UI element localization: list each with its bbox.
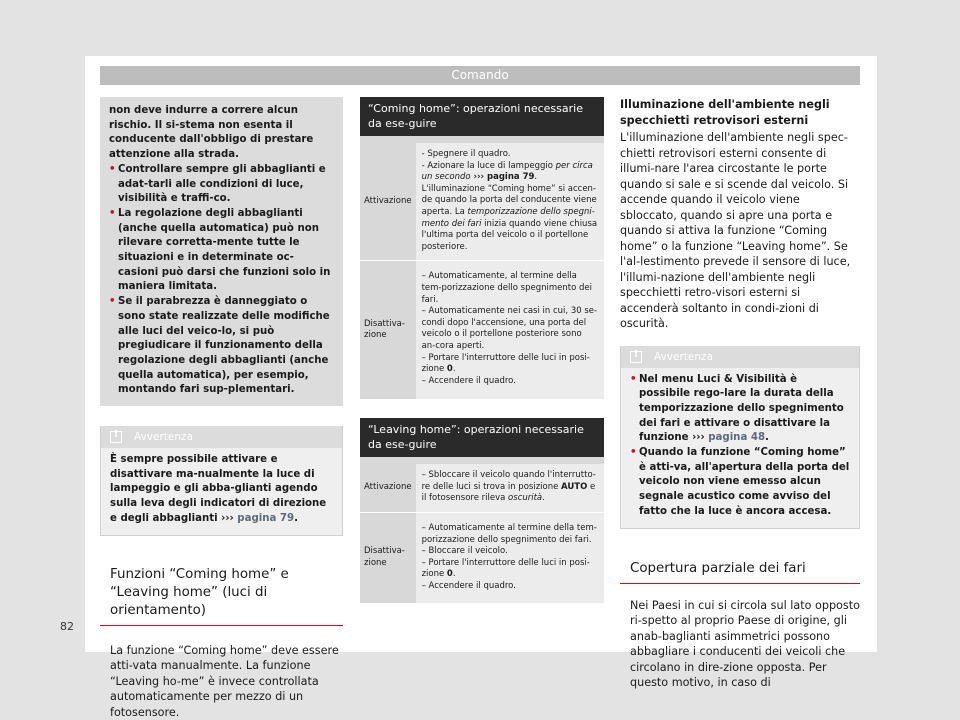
cell-text: – Automaticamente nei casi in cui, 30 se-condi dopo l'accensione, una porta del veicolo o il portellone posteriore sono an-cora aperti.	[421, 306, 598, 351]
note-end: .	[765, 432, 769, 444]
cell-text: – Sbloccare il veicolo quando l'interrutto-re delle luci si trova in posizione	[421, 470, 596, 492]
note-header	[621, 346, 859, 368]
bullet-icon: •	[630, 373, 637, 385]
cell-text: – Bloccare il veicolo.	[421, 546, 508, 557]
row-value	[416, 513, 604, 603]
right-column	[620, 97, 860, 691]
cell-text: .	[452, 364, 456, 375]
note-end: .	[294, 512, 298, 524]
page-header	[100, 66, 860, 85]
cell-text: per circa un secondo	[421, 160, 593, 183]
row-value	[416, 143, 604, 261]
cell-text: .	[542, 493, 545, 504]
bullet-icon: •	[630, 447, 637, 459]
leaving-home-table	[360, 418, 604, 602]
warning-box	[100, 97, 343, 406]
bullet-icon: •	[109, 207, 116, 219]
warning-bullet	[109, 295, 334, 398]
reference-arrows: ›››	[692, 432, 705, 444]
warning-bullet-text: Controllare sempre gli abbaglianti e adat-tarli alle condizioni di luce, visibilità e traffi-co.	[118, 163, 326, 205]
page-reference-link[interactable]: pagina 48	[708, 432, 766, 444]
table-row	[360, 261, 604, 399]
middle-column	[360, 97, 604, 603]
note-bullet-text: Nel menu Luci & Visibilità è possibile rego-lare la durata della temporizzazione dello spegnimento dei fari e attivare o disattivare la funzione	[639, 373, 844, 444]
cell-text: 0	[446, 364, 453, 375]
note-text: È sempre possibile attivare e disattivare ma-nualmente la luce di lampeggio e gli abba-glianti agendo sulla leva degli indicatori di direzione e degli abbaglianti	[110, 454, 327, 524]
note-box	[620, 346, 860, 529]
coming-home-table	[360, 97, 604, 399]
section-title: Copertura parziale dei fari	[620, 560, 860, 584]
cell-text: inizia quando viene chiusa l'ultima porta del veicolo o il portellone posteriore.	[421, 218, 598, 252]
note-header	[101, 426, 342, 448]
cell-text: .	[452, 569, 456, 580]
cell-text: – Portare l'interruttore delle luci in posi-zione	[421, 557, 590, 580]
note-title: Avvertenza	[134, 431, 193, 444]
cell-text: – Accendere il quadro.	[421, 375, 516, 386]
note-box	[100, 426, 343, 536]
cell-text: L'illuminazione “Coming home” si accen-de quando la porta del conducente viene aperta. La	[421, 183, 597, 217]
cell-text: 0	[446, 569, 453, 580]
cell-text: – Automaticamente, al termine della tem-porizzazione dello spegnimento dei fari.	[421, 271, 592, 305]
table-row	[360, 143, 604, 261]
row-value	[416, 261, 604, 399]
cell-text: .	[534, 172, 538, 183]
info-icon	[110, 431, 122, 443]
subsection-text: L'illuminazione dell'ambiente negli spec-chietti retrovisori esterni consente di illumi-nare l'area circostante le porte quando si sale e si scende dal veicolo. Si accende quando il veicolo viene sbloccato, quando si apre una porta e quando si attiva la funzione “Coming home” o la funzione “Leaving home”. Se l'al-lestimento prevede il sensore di luce, l'illumi-nazione dell'ambiente negli specchietti retro-visori esterni si accenderà soltanto in condi-zioni di oscurità.	[620, 131, 851, 330]
cell-text: – Accendere il quadro.	[421, 581, 516, 592]
table-title: “Coming home”: operazioni necessarie da ese-guire	[360, 97, 604, 136]
row-label: Attivazione	[360, 143, 416, 261]
row-label: Disattiva-zione	[360, 513, 416, 603]
page-reference[interactable]: ››› pagina 79	[470, 172, 535, 183]
section-title: Funzioni “Coming home” e “Leaving home” (luci di orientamento)	[100, 566, 343, 626]
cell-text: oscurità	[508, 493, 543, 504]
header-title: Comando	[451, 68, 509, 82]
note-bullet	[630, 373, 850, 447]
table-row	[360, 513, 604, 603]
cell-text: temporizzazione dello spegni-mento dei fari	[421, 206, 595, 229]
cell-text: - Azionare la luce di lampeggio	[421, 160, 556, 171]
warning-bullet	[109, 163, 334, 207]
note-bullet-text: Quando la funzione “Coming home” è atti-va, all'apertura della porta del veicolo non viene emesso alcun segnale acustico come avviso del fatto che la luce è ancora accesa.	[639, 447, 850, 517]
note-bullet	[630, 446, 850, 520]
reference-arrows: ›››	[221, 512, 234, 524]
page-number: 82	[60, 620, 74, 633]
section-text: Nei Paesi in cui si circola sul lato opposto ri-spetto al proprio Paese di origine, gli anab-baglianti asimmetrici possono abbagliare i conducenti dei veicoli che circolano in dire-zione opposta. Per questo motivo, in caso di	[630, 598, 860, 690]
cell-text: - Spegnere il quadro.	[421, 149, 511, 159]
table-row	[360, 464, 604, 512]
page-reference-link[interactable]: pagina 79	[237, 512, 295, 524]
bullet-icon: •	[109, 296, 116, 308]
note-body	[101, 448, 342, 535]
cell-text: – Automaticamente al termine della tem-porizzazione dello spegnimento dei fari.	[421, 523, 597, 545]
left-column	[100, 97, 343, 720]
row-label: Attivazione	[360, 464, 416, 512]
cell-text: AUTO	[561, 481, 588, 492]
subsection-title: Illuminazione dell'ambiente negli specchietti retrovisori esterni	[620, 98, 830, 127]
note-title: Avvertenza	[654, 350, 713, 363]
row-value	[416, 464, 604, 512]
warning-bullet	[109, 207, 334, 295]
warning-bullet-text: La regolazione degli abbaglianti (anche quella automatica) può non rilevare corretta-mente tutte le situazioni e in determinate oc-casioni può darsi che funzioni solo in maniera limitata.	[118, 207, 331, 293]
cell-text: e il fotosensore rileva	[421, 481, 596, 504]
info-icon	[630, 351, 642, 363]
section-text: La funzione “Coming home” deve essere atti-vata manualmente. La funzione “Leaving ho-me” è invece controllata automaticamente per mezzo di un fotosensore.	[110, 643, 339, 719]
warning-bullet-text: Se il parabrezza è danneggiato o sono state realizzate delle modifiche alle luci del veico-lo, si può pregiudicare il funzionamento della regolazione degli abbaglianti (anche quella automatica), per esempio, montando fari sup-plementari.	[118, 296, 330, 396]
table-title: “Leaving home”: operazioni necessarie da ese-guire	[360, 418, 604, 457]
row-label: Disattiva-zione	[360, 261, 416, 399]
cell-text: – Portare l'interruttore delle luci in posi-zione	[421, 352, 590, 375]
warning-line: non deve indurre a correre alcun rischio. Il si-stema non esenta il conducente dall'obbligo di prestare attenzione alla strada.	[109, 105, 314, 161]
note-body	[621, 368, 859, 528]
bullet-icon: •	[109, 163, 116, 175]
